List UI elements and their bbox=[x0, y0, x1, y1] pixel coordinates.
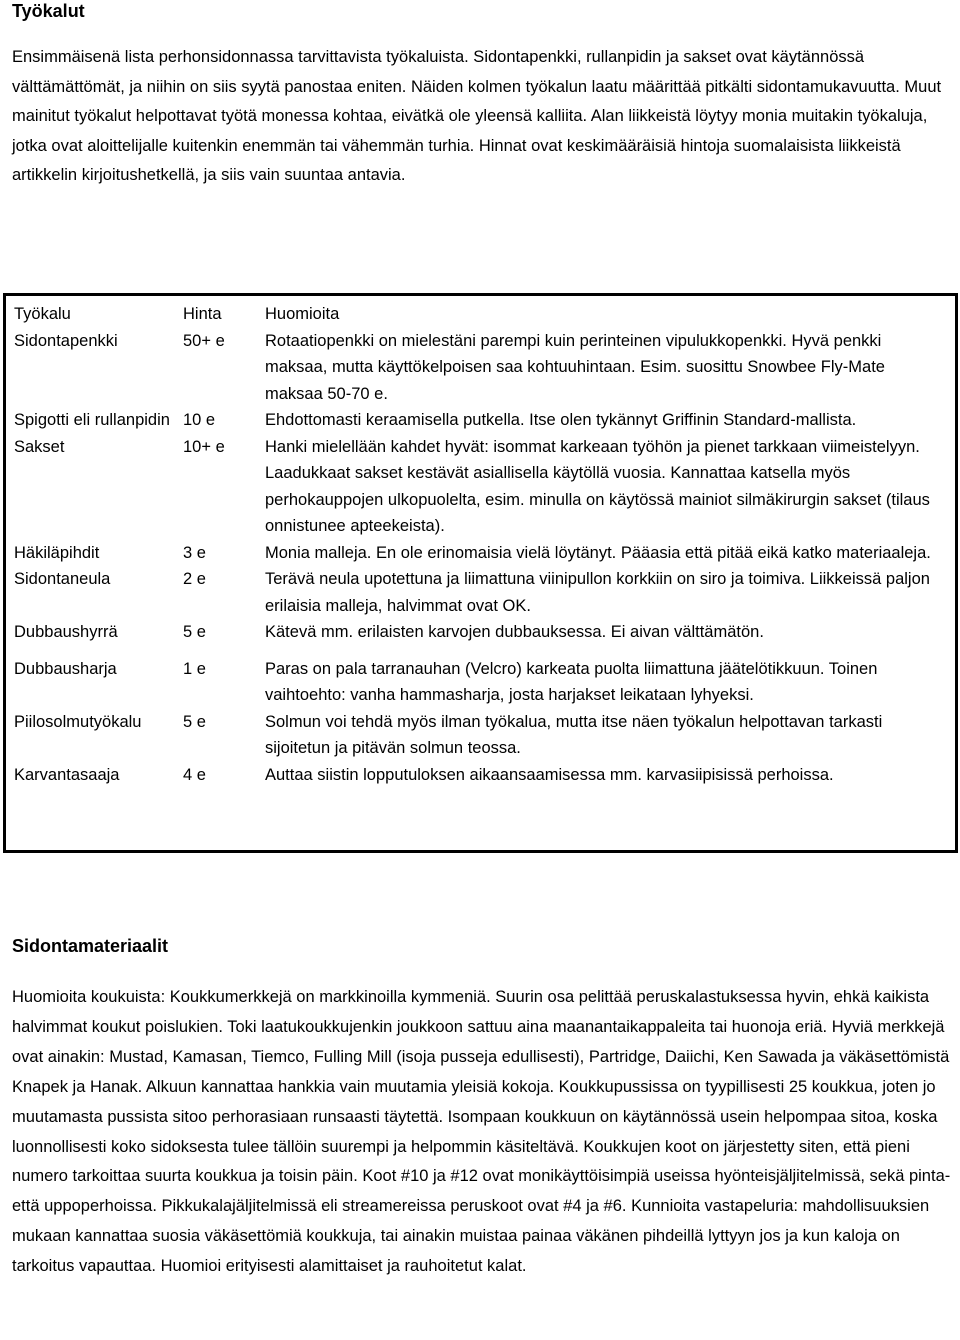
materials-paragraph: Huomioita koukuista: Koukkumerkkejä on markkinoilla kymmeniä. Suurin osa pelittää peruskalastuksessa hyvin, ehkä kaikista halvimmat koukut poislukien. Toki laatukoukkujenkin joukkoon sattuu aina maanantaikappaleita tai huonoja eriä. Hyviä merkkejä ovat ainakin: Mustad, Kamasan, Tiemco, Fulling Mill (isoja pusseja edullisesti), Partridge, Daiichi, Ken Sawada ja väkäsettömistä Knapek ja Hanak. Alkuun kannattaa hankkia vain muutamia yleisiä kokoja. Koukkupussissa on tyypillisesti 25 koukkua, joten jo muutamasta pussista sitoo perhorasiaan runsaasti täytettä. Isompaan koukkuun on käytännössä usein helpompaa sitoa, koska luonnollisesti koko sidoksesta tulee tällöin suurempi ja helpommin käsiteltävä. Koukkujen koot on järjestetty siten, että pieni numero tarkoittaa suurta koukkua ja toisin päin. Koot #10 ja #12 ovat monikäyttöisimpiä useissa hyönteisjäljitelmissä, sekä pinta- että uppoperhoissa. Pikkukalajäljitelmissä eli streamereissa peruskoot ovat #4 ja #6. Kunnioita vastapeluria: mahdollisuuksien mukaan kannattaa suosia väkäsettömiä koukkuja, tai ainakin muistaa painaa väkänen pihdeillä lyttyyn jos ja kun kaloja on tarkoitus vapauttaa. Huomioi erityisesti alamittaiset ja rauhoitetut kalat. bbox=[12, 988, 951, 1276]
table-row bbox=[6, 566, 955, 619]
table-row bbox=[6, 540, 955, 567]
price-cell: 4 e bbox=[183, 765, 206, 784]
table-row bbox=[6, 709, 955, 762]
notes-cell: Solmun voi tehdä myös ilman työkalua, mutta itse näen työkalun helpottavan tarkasti sijoitetun ja pitävän solmun teossa. bbox=[265, 712, 883, 757]
notes-cell: Kätevä mm. erilaisten karvojen dubbauksessa. Ei aivan välttämätön. bbox=[265, 623, 764, 641]
notes-cell: Rotaatiopenkki on mielestäni parempi kuin perinteinen vipulukkopenkki. Hyvä penkki maksaa, mutta käyttökelpoisen saa kohtuuhintaan. Esim. suosittu Snowbee Fly-Mate maksaa 50-70 e. bbox=[265, 331, 885, 403]
tool-cell: Piilosolmutyökalu bbox=[14, 712, 142, 731]
tool-cell: Sidontapenkki bbox=[14, 331, 118, 350]
table-header-row bbox=[6, 301, 955, 328]
tools-table bbox=[3, 293, 958, 853]
table-row bbox=[6, 762, 955, 789]
header-price: Hinta bbox=[183, 305, 222, 323]
tool-cell: Dubbaushyrrä bbox=[14, 623, 118, 641]
table-row bbox=[6, 328, 955, 408]
tools-intro-paragraph: Ensimmäisenä lista perhonsidonnassa tarvittavista työkaluista. Sidontapenkki, rullanpidin ja sakset ovat käytännössä välttämättömät, ja niihin on siis syytä panostaa eniten. Näiden kolmen työkalun laatu määrittää pitkälti sidontamukavuutta. Muut mainitut työkalut helpottavat työtä monessa kohtaa, eivätkä ole yleensä kalliita. Alan liikkeistä löytyy monia muitakin työkaluja, jotka ovat aloittelijalle kuitenkin enemmän tai vähemmän turhia. Hinnat ovat keskimääräisiä hintoja suomalaisista liikkeistä artikkelin kirjoitushetkellä, ja siis vain suuntaa antavia. bbox=[12, 48, 942, 184]
price-cell: 5 e bbox=[183, 712, 206, 731]
table-row bbox=[6, 656, 955, 709]
tool-cell: Häkiläpihdit bbox=[14, 543, 100, 562]
price-cell: 3 e bbox=[183, 543, 206, 562]
tool-cell: Spigotti eli rullanpidin bbox=[14, 411, 170, 429]
header-tool: Työkalu bbox=[14, 305, 71, 323]
notes-cell: Monia malleja. En ole erinomaisia vielä löytänyt. Pääasia että pitää eikä katko materiaaleja. bbox=[265, 543, 931, 562]
tool-cell: Dubbausharja bbox=[14, 659, 117, 678]
price-cell: 5 e bbox=[183, 623, 206, 641]
price-cell: 50+ e bbox=[183, 331, 225, 350]
materials-heading: Sidontamateriaalit bbox=[12, 936, 169, 956]
tool-cell: Sakset bbox=[14, 437, 65, 456]
notes-cell: Hanki mielellään kahdet hyvät: isommat karkeaan työhön ja pienet tarkkaan viimeistelyyn. Laadukkaat sakset kestävät asiallisella käytöllä vuosia. Kannattaa katsella myös perhokauppojen ulkopuolelta, esim. minulla on käytössä mainiot silmäkirurgin sakset (tilaus onnistunee apteekeista). bbox=[265, 437, 930, 535]
price-cell: 1 e bbox=[183, 659, 206, 678]
price-cell: 10+ e bbox=[183, 437, 225, 456]
table-row bbox=[6, 619, 955, 646]
price-cell: 2 e bbox=[183, 570, 206, 588]
notes-cell: Auttaa siistin lopputuloksen aikaansaamisessa mm. karvasiipisissä perhoissa. bbox=[265, 765, 834, 784]
notes-cell: Terävä neula upotettuna ja liimattuna viinipullon korkkiin on siro ja toimiva. Liikkeissä paljon erilaisia malleja, halvimmat ovat OK. bbox=[265, 570, 930, 615]
header-notes: Huomioita bbox=[265, 305, 340, 323]
notes-cell: Paras on pala tarranauhan (Velcro) karkeata puolta liimattuna jäätelötikkuun. Toinen vaihtoehto: vanha hammasharja, josta harjakset leikataan lyhyeksi. bbox=[265, 659, 878, 704]
table-row bbox=[6, 407, 955, 434]
table-row bbox=[6, 434, 955, 540]
notes-cell: Ehdottomasti keraamisella putkella. Itse olen tykännyt Griffinin Standard-mallista. bbox=[265, 411, 857, 429]
tool-cell: Karvantasaaja bbox=[14, 765, 120, 784]
tool-cell: Sidontaneula bbox=[14, 570, 111, 588]
price-cell: 10 e bbox=[183, 411, 216, 429]
tools-heading: Työkalut bbox=[12, 1, 85, 21]
